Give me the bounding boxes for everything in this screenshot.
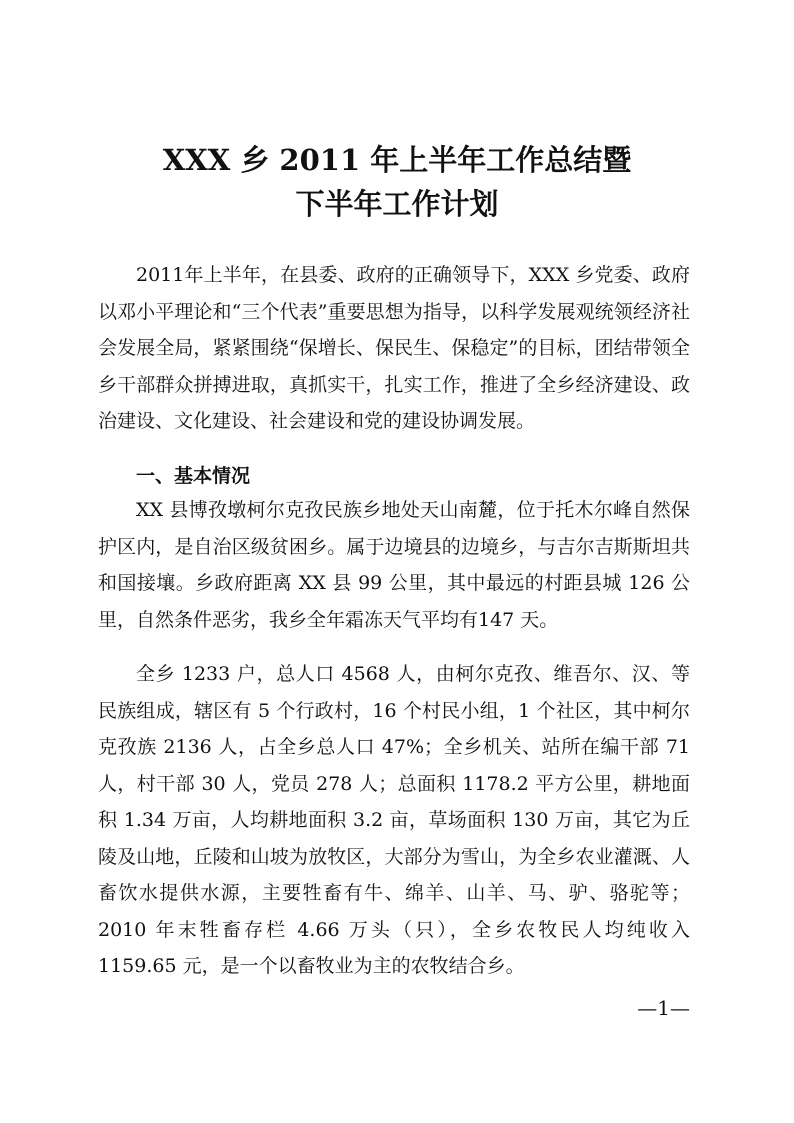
intro-paragraph: 2011年上半年，在县委、政府的正确领导下，XXX 乡党委、政府以邓小平理论和“三个代表”重要思想为指导，以科学发展观统领经济社会发展全局，紧紧围绕“保增长、保民生、保稳定”的目标，团结带领全乡干部群众拼搏进取，真抓实干，扎实工作，推进了全乡经济建设、政治建设、文化建设、社会建设和党的建设协调发展。: [98, 264, 690, 432]
page-number: —1—: [637, 996, 690, 1020]
section-heading: 一、基本情况: [136, 465, 251, 487]
section-heading-block: [98, 458, 690, 495]
intro-paragraph-block: [98, 257, 690, 440]
basic-info-paragraph-1-block: [98, 492, 690, 638]
basic-info-paragraph-2: 全乡 1233 户，总人口 4568 人，由柯尔克孜、维吾尔、汉、等民族组成，辖区有 5 个行政村，16 个村民小组，1 个社区，其中柯尔克孜族 2136 人，占全乡总人口 47%；全乡机关、站所在编干部 71 人，村干部 30 人，党员 278 人；总面积 1178.2 平方公里，耕地面积 1.34 万亩，人均耕地面积 3.2 亩，草场面积 130 万亩，其它为丘陵及山地，丘陵和山坡为放牧区，大部分为雪山，为全乡农业灌溉、人畜饮水提供水源，主要牲畜有牛、绵羊、山羊、马、驴、骆驼等；2010 年末牲畜存栏 4.66 万头（只），全乡农牧民人均纯收入 1159.65 元，是一个以畜牧业为主的农牧结合乡。: [98, 663, 690, 977]
basic-info-paragraph-2-block: [98, 656, 690, 985]
document-title-line-1: XXX 乡 2011 年上半年工作总结暨: [162, 143, 632, 177]
basic-info-paragraph-1: XX 县博孜墩柯尔克孜民族乡地处天山南麓，位于托木尔峰自然保护区内，是自治区级贫困乡。属于边境县的边境乡，与吉尔吉斯斯坦共和国接壤。乡政府距离 XX 县 99 公里，其中最远的村距县城 126 公里，自然条件恶劣，我乡全年霜冻天气平均有147 天。: [98, 499, 690, 631]
document-title-line-2: 下半年工作计划: [295, 187, 499, 221]
